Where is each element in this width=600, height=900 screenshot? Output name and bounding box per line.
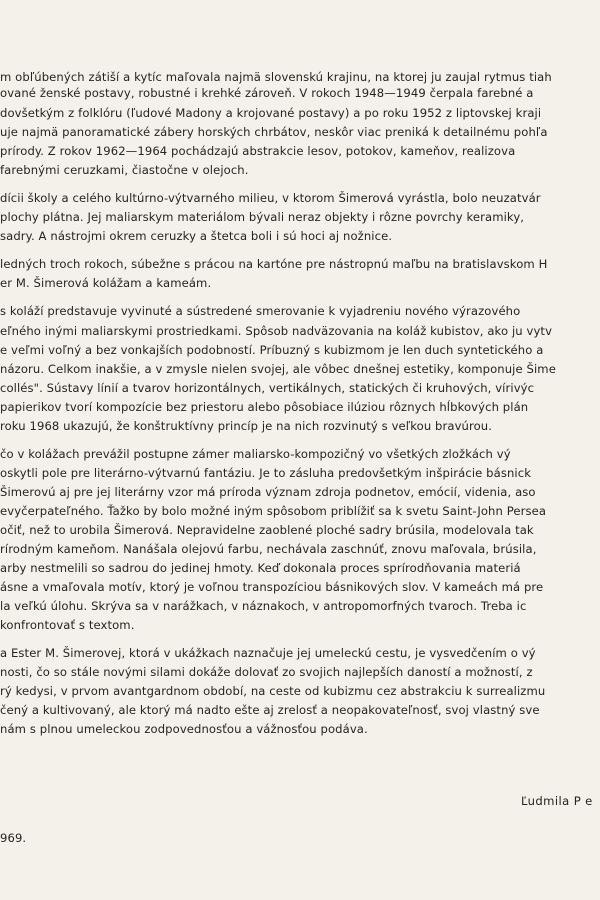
text-line: oskytli pole pre literárno-výtvarnú fantáziu. Je to zásluha predovšetkým inšpirácie básnick [0,466,532,480]
text-line: dícii školy a celého kultúrno-výtvarného milieu, v ktorom Šimerová vyrástla, bolo neuzatvár [0,191,541,205]
text-line: ované ženské postavy, robustné i krehké zároveň. V rokoch 1948—1949 čerpala farebné a [0,86,534,100]
text-line: m obľúbených zátiší a kytíc maľovala najmä slovenskú krajinu, na ktorej ju zaujal rytmus tiah [0,70,552,84]
text-line: er M. Šimerová kolážam a kameám. [0,276,212,290]
text-line: eľného inými maliarskymi prostriedkami. Spôsob nadväzovania na koláž kubistov, ako ju vytv [0,324,553,338]
text-line: ledných troch rokoch, súbežne s prácou na kartóne pre nástropnú maľbu na bratislavskom H [0,257,548,271]
author-signature: Ľudmila P e [521,794,593,808]
text-line: ásne a vmaľovala motív, ktorý je voľnou transpozíciou básnikových slov. V kameách má pre [0,580,544,594]
text-line: dovšetkým z folklóru (ľudové Madony a krojované postavy) a po roku 1952 z liptovskej kraji [0,106,542,120]
document-date: 969. [0,831,27,845]
text-line: prírody. Z rokov 1962—1964 pochádzajú abstrakcie lesov, potokov, kameňov, realizova [0,144,516,158]
text-line: evyčerpateľného. Ťažko by bolo možné iným spôsobom priblížiť sa k svetu Saint-John Persea [0,504,547,518]
text-line: nosti, čo so stále novými silami dokáže dolovať zo svojich najlepších daností a možností, z [0,665,533,679]
text-line: s koláží predstavuje vyvinuté a sústredené smerovanie k vyjadreniu nového výrazového [0,304,521,318]
text-line: arby nestmelili so sadrou do jedinej hmoty. Keď dokonala proces sprírodňovania materiá [0,561,521,575]
text-line: la veľkú úlohu. Skrýva sa v narážkach, v náznakoch, v antropomorfných tvaroch. Treba ic [0,599,527,613]
text-line: Šimerovú aj pre jej literárny vzor má príroda význam zdroja podnetov, emócií, videnia, aso [0,485,536,499]
text-line: nám s plnou umeleckou zodpovednosťou a vážnosťou podáva. [0,722,368,736]
text-line: konfrontovať s textom. [0,618,135,632]
text-line: rírodným kameňom. Nanášala olejovú farbu, nechávala zaschnúť, znovu maľovala, brúsila, [0,542,537,556]
text-line: názoru. Celkom inakšie, a v zmysle nielen svojej, ale vôbec dnešnej estetiky, komponuje Šime [0,362,556,376]
text-line: farebnými ceruzkami, čiastočne v olejoch. [0,163,249,177]
text-line: uje najmä panoramatické zábery horských chrbátov, neskôr viac preniká k detailnému pohľa [0,125,548,139]
text-line: roku 1968 ukazujú, že konštruktívny princíp je na nich rozvinutý s veľkou bravúrou. [0,419,493,433]
text-line: očiť, než to urobila Šimerová. Nepravidelne zaoblené ploché sadry brúsila, modelovala tak [0,523,534,537]
text-line: e veľmi voľný a bez vonkajších podobností. Príbuzný s kubizmom je len duch syntetického a [0,343,544,357]
text-line: collés". Sústavy línií a tvarov horizontálnych, vertikálnych, statických či kruhových, vírivýc [0,381,535,395]
text-line: čený a kultivovaný, ale ktorý má nadto ešte aj zrelosť a neopakovateľnosť, svoj vlastný sve [0,703,540,717]
text-line: rý kedysi, v prvom avantgardnom období, na ceste od kubizmu cez abstrakciu k surrealizmu [0,684,546,698]
text-line: a Ester M. Šimerovej, ktorá v ukážkach naznačuje jej umeleckú cestu, je vysvedčením o vý [0,646,536,660]
text-line: papierikov tvorí kompozície bez priestoru alebo pôsobiace ilúziou rôznych hĺbkových plán [0,400,529,414]
text-line: plochy plátna. Jej maliarskym materiálom bývali neraz objekty i rôzne povrchy keramiky, [0,210,525,224]
text-line: sadry. A nástrojmi okrem ceruzky a štetca boli i sú hoci aj nožnice. [0,229,393,243]
text-line: čo v kolážach prevážil postupne zámer maliarsko-kompozičný vo všetkých zložkách vý [0,447,511,461]
